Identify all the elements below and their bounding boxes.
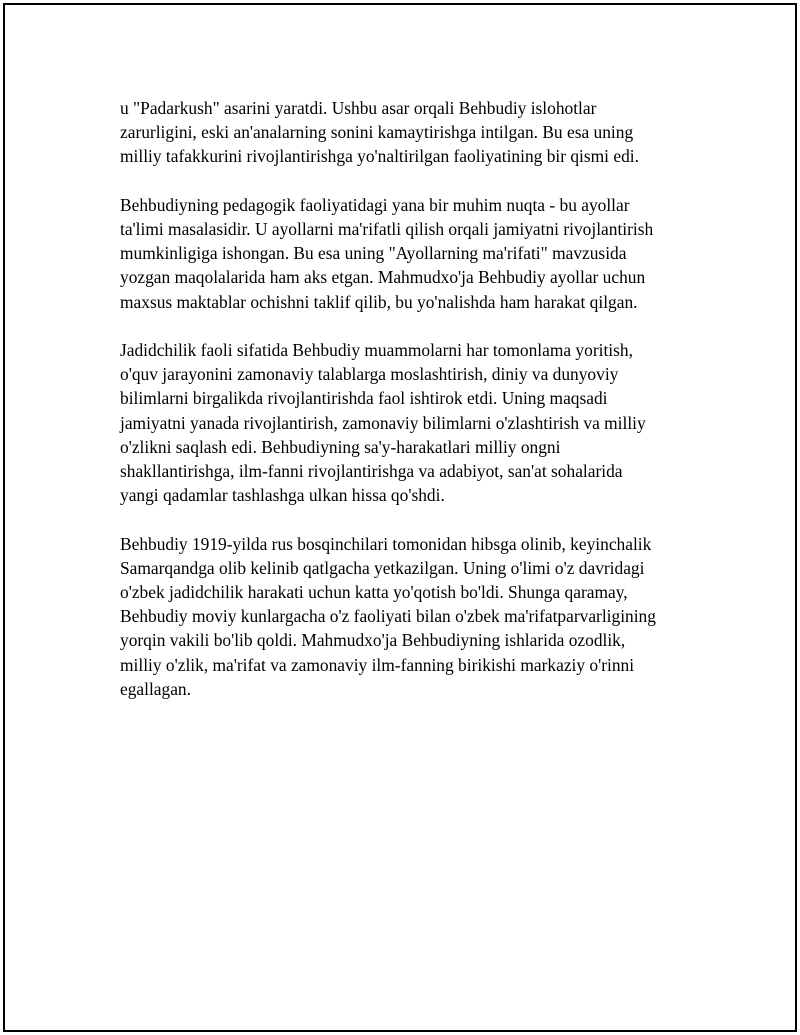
paragraph-1: u "Padarkush" asarini yaratdi. Ushbu asar orqali Behbudiy islohotlar zarurligini, eski an'analarning sonini kamaytirishga intilgan. Bu esa uning milliy tafakkurini rivojlantirishga yo'naltirilgan faoliyatining bir qismi edi.: [120, 98, 639, 167]
paragraph-4: Behbudiy 1919-yilda rus bosqinchilari tomonidan hibsga olinib, keyinchalik Samarqandga olib kelinib qatlgacha yetkazilgan. Uning o'limi o'z davridagi o'zbek jadidchilik harakati uchun katta yo'qotish bo'ldi. Shunga qaramay, Behbudiy moviy kunlargacha o'z faoliyati bilan o'zbek ma'rifatparvarligining yorqin vakili bo'lib qoldi. Mahmudxo'ja Behbudiyning ishlarida ozodlik, milliy o'zlik, ma'rifat va zamonaviy ilm-fanning birikishi markaziy o'rinni egallagan.: [120, 533, 656, 699]
page-frame: [3, 3, 797, 1032]
paragraph-3: Jadidchilik faoli sifatida Behbudiy muammolarni har tomonlama yoritish, o'quv jarayonini zamonaviy talablarga moslashtirish, diniy va dunyoviy bilimlarni birgalikda rivojlantirishda faol ishtirok etdi. Uning maqsadi jamiyatni yanada rivojlantirish, zamonaviy bilimlarni o'zlashtirish va milliy o'zlikni saqlash edi. Behbudiyning sa'y-harakatlari milliy ongni shakllantirishga, ilm-fanni rivojlantirishga va adabiyot, san'at sohalarida yangi qadamlar tashlashga ulkan hissa qo'shdi.: [120, 340, 646, 506]
paragraph-2: Behbudiyning pedagogik faoliyatidagi yana bir muhim nuqta - bu ayollar ta'limi masalasidir. U ayollarni ma'rifatli qilish orqali jamiyatni rivojlantirish mumkinligiga ishongan. Bu esa uning "Ayollarning ma'rifati" mavzusida yozgan maqolalarida ham aks etgan. Mahmudxo'ja Behbudiy ayollar uchun maxsus maktablar ochishni taklif qilib, bu yo'nalishda ham harakat qilgan.: [120, 194, 654, 312]
document-body: [120, 96, 700, 725]
